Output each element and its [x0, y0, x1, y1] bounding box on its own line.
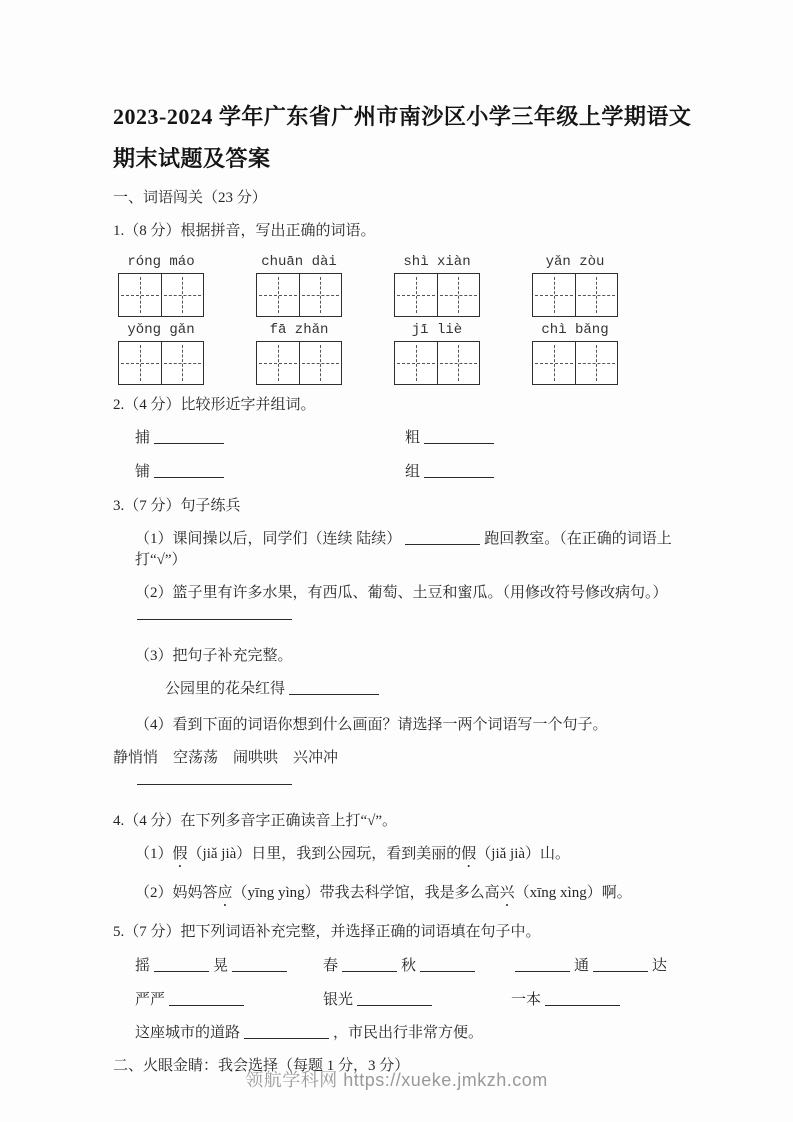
compare-char: 粗 [405, 430, 421, 446]
compare-char: 铺 [135, 464, 151, 480]
answer-blank [420, 959, 475, 972]
paper-title [113, 96, 693, 180]
q3-item3-fill-text: 公园里的花朵红得 [165, 681, 286, 697]
q4-item1-mid: （jiǎ jià）日里，我到公园玩，看到美丽的 [187, 846, 462, 862]
pinyin-group [532, 322, 618, 385]
pinyin-label: chuān dài [261, 254, 337, 270]
answer-blank [424, 431, 494, 444]
writing-cell [299, 342, 342, 384]
character-writing-box [532, 273, 618, 317]
answer-blank [244, 1026, 329, 1039]
polyphonic-char: 兴 [499, 885, 515, 901]
writing-cell [533, 342, 575, 384]
answer-line [137, 618, 292, 620]
q4-item2-pre: （2）妈妈答 [135, 885, 218, 901]
compare-row-2 [113, 462, 693, 483]
q5-fill-row-2 [113, 989, 693, 1011]
compare-row-1 [113, 428, 693, 449]
writing-cell [575, 342, 618, 384]
answer-blank [515, 959, 570, 972]
answer-blank [289, 682, 379, 695]
question4-item2 [113, 883, 693, 910]
q5-word-group [511, 955, 693, 977]
compare-char: 组 [405, 464, 421, 480]
q5-word-group [511, 989, 693, 1011]
writing-cell [395, 342, 437, 384]
writing-cell [575, 274, 618, 316]
pinyin-row-2 [118, 322, 618, 385]
q4-item2-end: （xīng xìng）啊。 [514, 885, 632, 901]
writing-cell [299, 274, 342, 316]
character-writing-box [256, 341, 342, 385]
answer-line [137, 783, 292, 785]
question3-text: 3.（7 分）句子练兵 [113, 498, 241, 514]
q5-word: 银光 [323, 992, 354, 1008]
character-writing-box [118, 273, 204, 317]
answer-blank [424, 465, 494, 478]
q5-sentence-post: ，市民出行非常方便。 [333, 1025, 484, 1041]
q5-word: 严严 [135, 992, 166, 1008]
pinyin-label: yǒng gǎn [127, 322, 195, 338]
question3-item3: （3）把句子补充完整。 [135, 648, 293, 664]
site-watermark: 领航学科网 https://xueke.jmkzh.com [245, 1070, 548, 1090]
q5-word: 一本 [511, 992, 542, 1008]
pinyin-label: chì bǎng [541, 322, 609, 338]
answer-blank [154, 465, 224, 478]
writing-cell [161, 274, 204, 316]
question3-word-list: 静悄悄 空荡荡 闹哄哄 兴冲冲 [113, 750, 339, 766]
compare-item [405, 428, 498, 449]
q5-sentence [113, 1023, 693, 1044]
compare-item [405, 462, 498, 483]
pinyin-label: fā zhǎn [269, 322, 329, 338]
pinyin-group [394, 254, 480, 317]
question1-text: 1.（8 分）根据拼音，写出正确的词语。 [113, 223, 376, 239]
pinyin-label: yǎn zòu [545, 254, 605, 270]
pinyin-group [394, 322, 480, 385]
writing-cell [119, 342, 161, 384]
polyphonic-char: 应 [217, 885, 233, 901]
question4-text: 4.（4 分）在下列多音字正确读音上打“√”。 [113, 813, 398, 829]
q5-char: 达 [652, 958, 668, 974]
q5-word-group [135, 989, 323, 1011]
answer-blank [545, 993, 620, 1006]
answer-blank [232, 959, 287, 972]
answer-blank [169, 993, 244, 1006]
q4-item1-num: （1） [135, 846, 173, 862]
character-writing-box [118, 341, 204, 385]
writing-cell [119, 274, 161, 316]
polyphonic-char: 假 [461, 846, 477, 862]
q5-char: 春 [323, 958, 339, 974]
writing-cell [437, 342, 480, 384]
polyphonic-char: 假 [172, 846, 188, 862]
section2-heading: 二、火眼金睛：我会选择（每题 1 分，3 分） [113, 1058, 410, 1074]
pinyin-row-1 [118, 254, 618, 317]
compare-item [135, 428, 405, 449]
q3-item1-post: 跑回教室。（在正确的词语上打“√”） [135, 531, 672, 568]
answer-blank [154, 431, 224, 444]
q5-word-group [323, 955, 511, 977]
question2-text: 2.（4 分）比较形近字并组词。 [113, 397, 316, 413]
q3-item1-pre: （1）课间操以后，同学们（连续 陆续） [135, 531, 402, 547]
pinyin-label: jī liè [411, 322, 463, 338]
compare-char: 捕 [135, 430, 151, 446]
pinyin-writing-block [118, 254, 618, 385]
question3-item3-fill [113, 679, 693, 700]
q5-word-group [135, 955, 323, 977]
q5-fill-row-1 [113, 955, 693, 977]
question4-item1 [113, 844, 693, 871]
question5-text: 5.（7 分）把下列词语补充完整，并选择正确的词语填在句子中。 [113, 924, 541, 940]
section1-heading: 一、词语闯关（23 分） [113, 190, 267, 206]
q5-word-group [323, 989, 511, 1011]
writing-cell [395, 274, 437, 316]
character-writing-box [394, 341, 480, 385]
q5-sentence-pre: 这座城市的道路 [135, 1025, 241, 1041]
pinyin-group [256, 254, 342, 317]
writing-cell [437, 274, 480, 316]
q5-char: 摇 [135, 958, 151, 974]
q4-item2-mid: （yīng yìng）带我去科学馆，我是多么高 [232, 885, 500, 901]
question3-item4: （4）看到下面的词语你想到什么画面？请选择一两个词语写一个句子。 [135, 717, 608, 733]
answer-blank [593, 959, 648, 972]
writing-cell [257, 342, 299, 384]
pinyin-label: shì xiàn [403, 254, 471, 270]
paper-title-line1: 2023-2024 学年广东省广州市南沙区小学三年级上学期语文 [113, 104, 692, 129]
pinyin-group [118, 254, 204, 317]
answer-blank [154, 959, 209, 972]
answer-blank [357, 993, 432, 1006]
answer-blank [405, 532, 480, 545]
character-writing-box [394, 273, 480, 317]
writing-cell [257, 274, 299, 316]
pinyin-group [118, 322, 204, 385]
character-writing-box [256, 273, 342, 317]
paper-title-line2: 期末试题及答案 [113, 146, 271, 171]
pinyin-label: róng máo [127, 254, 195, 270]
writing-cell [161, 342, 204, 384]
q5-char: 秋 [401, 958, 417, 974]
character-writing-box [532, 341, 618, 385]
pinyin-group [256, 322, 342, 385]
question3-item1 [113, 529, 693, 571]
pinyin-group [532, 254, 618, 317]
question3-item2: （2）篮子里有许多水果，有西瓜、葡萄、土豆和蜜瓜。（用修改符号修改病句。） [135, 585, 668, 601]
writing-cell [533, 274, 575, 316]
q5-char: 晃 [213, 958, 229, 974]
q5-char: 通 [574, 958, 590, 974]
compare-item [135, 462, 405, 483]
answer-blank [342, 959, 397, 972]
q4-item1-end: （jiǎ jià）山。 [476, 846, 571, 862]
